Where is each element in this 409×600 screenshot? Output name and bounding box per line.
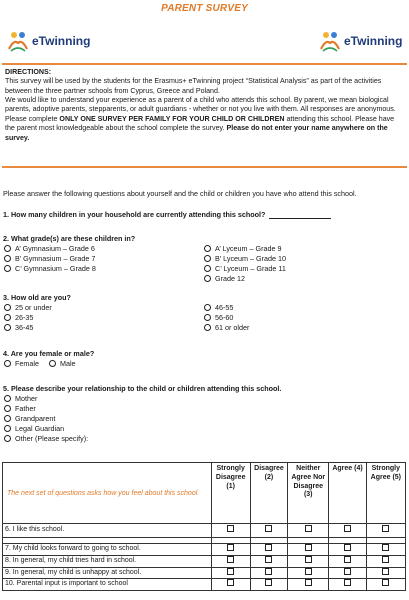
checkbox[interactable]	[305, 568, 312, 575]
children-count-input[interactable]	[269, 211, 331, 219]
table-header-row	[3, 463, 406, 524]
row-question: 9. In general, my child is unhappy at school.	[3, 567, 212, 579]
checkbox[interactable]	[382, 544, 389, 551]
question-5-label: 5. Please describe your relationship to the child or children attending this school.	[3, 384, 282, 393]
radio-circle-icon[interactable]	[4, 395, 11, 402]
radio-circle-icon[interactable]	[4, 324, 11, 331]
relationship-option[interactable]: Mother	[4, 393, 406, 403]
radio-circle-icon[interactable]	[4, 415, 11, 422]
question-4	[3, 349, 406, 368]
age-option[interactable]: 46-55	[204, 302, 404, 312]
table-row	[3, 524, 406, 538]
checkbox[interactable]	[344, 579, 351, 586]
row-question: 6. I like this school.	[3, 524, 212, 538]
checkbox[interactable]	[305, 525, 312, 532]
grade-option[interactable]: A’ Lyceum – Grade 9	[204, 243, 404, 253]
question-3-label: 3. How old are you?	[3, 293, 71, 302]
age-option[interactable]: 36-45	[4, 322, 204, 332]
age-option[interactable]: 56-60	[204, 312, 404, 322]
checkbox[interactable]	[382, 556, 389, 563]
gender-option-male[interactable]: Male	[59, 358, 76, 368]
grade-option[interactable]: A’ Gymnasium – Grade 6	[4, 243, 204, 253]
grade-option[interactable]: C’ Gymnasium – Grade 8	[4, 263, 204, 273]
column-header: Strongly Agree (5)	[366, 463, 405, 524]
top-divider	[2, 63, 407, 65]
directions-heading: DIRECTIONS:	[5, 68, 52, 76]
directions-paragraph-1: This survey will be used by the students for the Erasmus+ eTwinning project “Statistical Analysis” as part of the activities between the three partner schools from Cyprus, Greece and Poland.	[5, 77, 382, 95]
page-title: PARENT SURVEY	[161, 3, 248, 14]
question-2	[3, 234, 406, 283]
checkbox[interactable]	[265, 544, 272, 551]
question-2-label: 2. What grade(s) are these children in?	[3, 234, 136, 243]
checkbox[interactable]	[344, 556, 351, 563]
column-header: Neither Agree Nor Disagree (3)	[288, 463, 329, 524]
radio-circle-icon[interactable]	[4, 304, 11, 311]
logo-text: eTwinning	[344, 33, 403, 48]
question-4-label: 4. Are you female or male?	[3, 349, 95, 358]
radio-circle-icon[interactable]	[4, 265, 11, 272]
radio-circle-icon[interactable]	[204, 314, 211, 321]
logo-text: eTwinning	[32, 33, 91, 48]
radio-circle-icon[interactable]	[4, 405, 11, 412]
radio-circle-icon[interactable]	[204, 324, 211, 331]
question-3	[3, 293, 406, 332]
radio-circle-icon[interactable]	[4, 360, 11, 367]
checkbox[interactable]	[227, 525, 234, 532]
checkbox[interactable]	[265, 568, 272, 575]
table-row	[3, 555, 406, 567]
directions-block	[5, 68, 404, 143]
likert-table	[2, 462, 406, 591]
etwinning-logo-left	[6, 28, 90, 54]
intro-text: Please answer the following questions about yourself and the child or children you have who attend this school.	[3, 189, 357, 198]
grade-option[interactable]: C’ Lyceum – Grade 11	[204, 263, 404, 273]
relationship-option[interactable]: Grandparent	[4, 413, 406, 423]
checkbox[interactable]	[305, 579, 312, 586]
grade-option[interactable]: B’ Lyceum – Grade 10	[204, 253, 404, 263]
age-option[interactable]: 61 or older	[204, 322, 404, 332]
radio-circle-icon[interactable]	[4, 425, 11, 432]
checkbox[interactable]	[344, 568, 351, 575]
gender-option-female[interactable]: Female	[15, 358, 39, 368]
grade-option[interactable]: B’ Gymnasium – Grade 7	[4, 253, 204, 263]
grade-option[interactable]: Grade 12	[204, 273, 404, 283]
table-row	[3, 567, 406, 579]
column-header: Strongly Disagree (1)	[211, 463, 250, 524]
directions-paragraph-2: We would like to understand your experience as a parent of a child who attends this school. By parent, we mean biological parents, adoptive parents, stepparents, or adult guardians - whether or not you live with them. All responses are anonymous. Please complete ONLY ONE SURVEY PER FAMILY FOR YOUR CHILD OR CHILDREN attending this school. Please have the parent most knowledgeable about the school complete the survey. Please do not enter your name anywhere on the survey.	[5, 96, 396, 142]
row-question: 7. My child looks forward to going to school.	[3, 544, 212, 556]
question-5	[3, 384, 406, 443]
column-header: Disagree (2)	[250, 463, 287, 524]
etwinning-logo-icon	[6, 29, 30, 53]
checkbox[interactable]	[227, 568, 234, 575]
checkbox[interactable]	[227, 556, 234, 563]
question-1	[3, 210, 406, 219]
column-header: Agree (4)	[329, 463, 366, 524]
radio-circle-icon[interactable]	[204, 245, 211, 252]
checkbox[interactable]	[382, 568, 389, 575]
radio-circle-icon[interactable]	[204, 275, 211, 282]
radio-circle-icon[interactable]	[204, 255, 211, 262]
radio-circle-icon[interactable]	[4, 314, 11, 321]
question-1-label: 1. How many children in your household are currently attending this school?	[3, 210, 266, 219]
bottom-divider	[2, 166, 407, 168]
checkbox[interactable]	[382, 525, 389, 532]
radio-circle-icon[interactable]	[4, 435, 11, 442]
checkbox[interactable]	[344, 525, 351, 532]
checkbox[interactable]	[382, 579, 389, 586]
radio-circle-icon[interactable]	[4, 255, 11, 262]
radio-circle-icon[interactable]	[4, 245, 11, 252]
table-intro: The next set of questions asks how you feel about this school.	[3, 463, 212, 524]
checkbox[interactable]	[344, 544, 351, 551]
checkbox[interactable]	[265, 525, 272, 532]
age-option[interactable]: 26-35	[4, 312, 204, 322]
radio-circle-icon[interactable]	[204, 265, 211, 272]
checkbox[interactable]	[227, 544, 234, 551]
relationship-option[interactable]: Other (Please specify):	[4, 433, 406, 443]
etwinning-logo-right	[318, 28, 402, 54]
checkbox[interactable]	[265, 579, 272, 586]
checkbox[interactable]	[305, 556, 312, 563]
row-question: 10. Parental input is important to school	[3, 579, 212, 591]
checkbox[interactable]	[265, 556, 272, 563]
row-question: 8. In general, my child tries hard in school.	[3, 555, 212, 567]
etwinning-logo-icon	[318, 29, 342, 53]
radio-circle-icon[interactable]	[49, 360, 56, 367]
table-row	[3, 544, 406, 556]
checkbox[interactable]	[227, 579, 234, 586]
age-option[interactable]: 25 or under	[4, 302, 204, 312]
radio-circle-icon[interactable]	[204, 304, 211, 311]
table-row	[3, 579, 406, 591]
checkbox[interactable]	[305, 544, 312, 551]
relationship-option[interactable]: Father	[4, 403, 406, 413]
relationship-option[interactable]: Legal Guardian	[4, 423, 406, 433]
